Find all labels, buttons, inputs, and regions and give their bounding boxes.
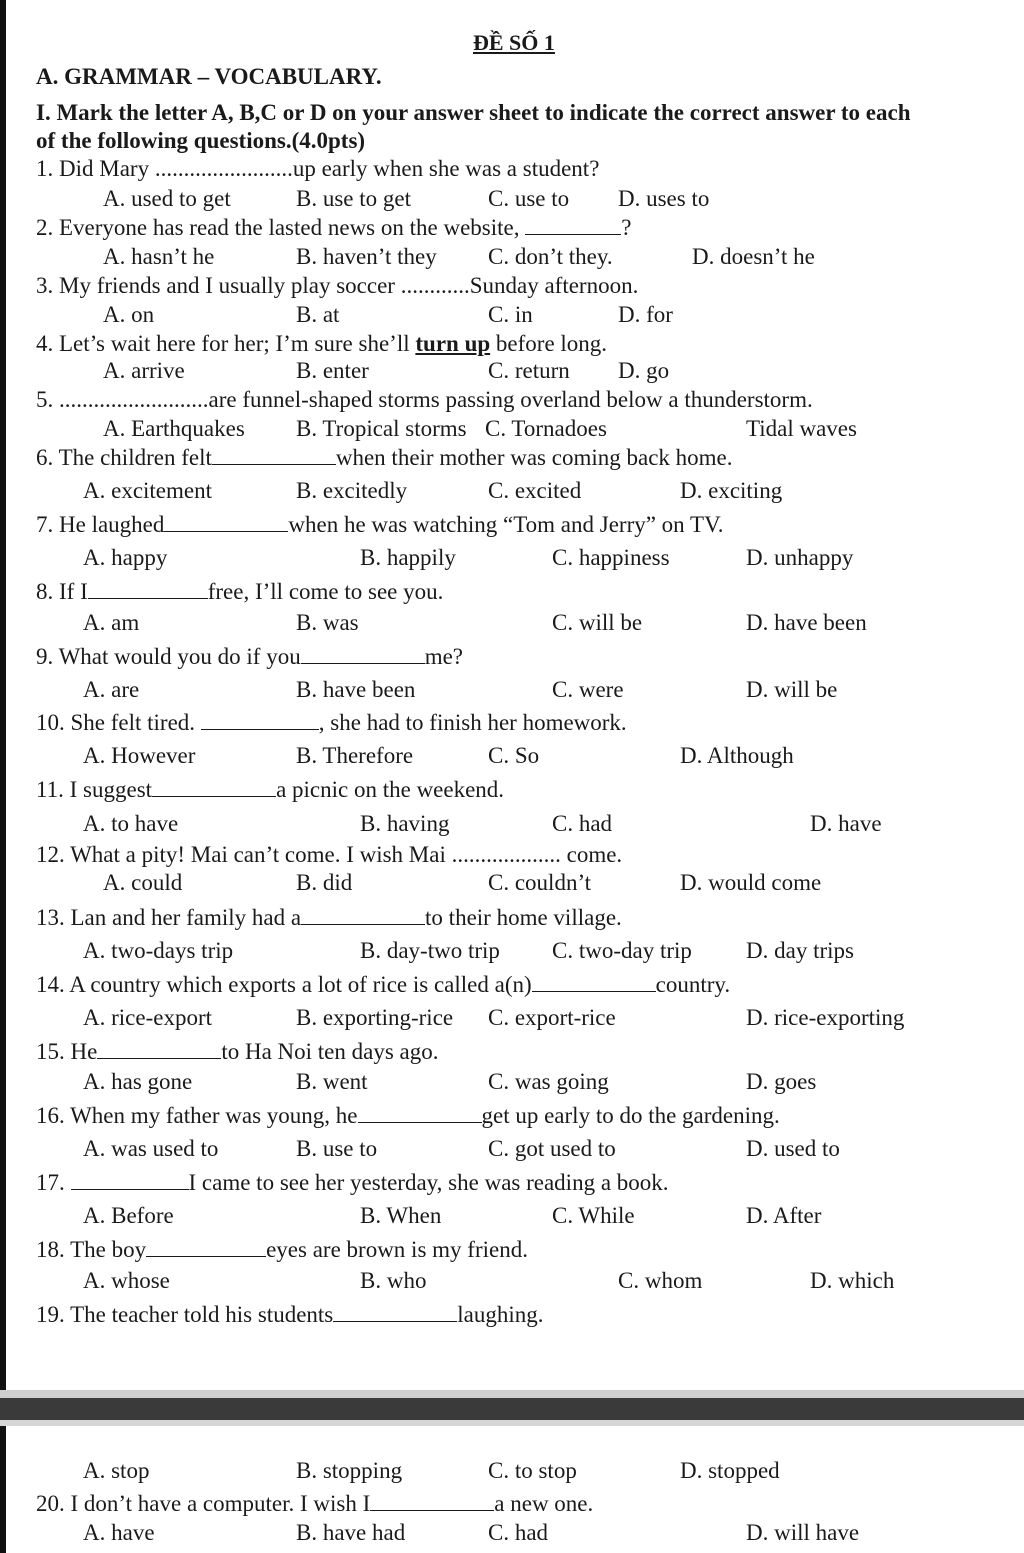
question-text: when he was watching “Tom and Jerry” on TV. xyxy=(288,512,724,537)
option-d: D. uses to xyxy=(618,186,710,211)
answer-blank[interactable] xyxy=(532,973,656,992)
option-c: C. had xyxy=(488,1520,549,1545)
option-a: A. to have xyxy=(83,811,179,836)
instruction-line-2: of the following questions.(4.0pts) xyxy=(36,128,366,153)
question-20 xyxy=(36,1491,593,1517)
page-gap-top xyxy=(0,1390,1024,1398)
left-frame-border xyxy=(0,0,6,1553)
question-text: 20. I don’t have a computer. I wish I xyxy=(36,1491,371,1516)
answer-blank[interactable] xyxy=(370,1492,494,1511)
question-text: 4. Let’s wait here for her; I’m sure she’ll xyxy=(36,331,416,356)
answer-blank[interactable] xyxy=(358,1104,482,1123)
option-a: A. two-days trip xyxy=(83,938,234,963)
question-text: 19. The teacher told his students xyxy=(36,1302,334,1327)
option-c: C. couldn’t xyxy=(488,870,592,895)
answer-blank[interactable]: .......................... xyxy=(59,387,209,412)
question-text: up early when she was a student? xyxy=(292,156,600,181)
option-d: D. would come xyxy=(680,870,822,895)
option-a: A. excitement xyxy=(83,478,213,503)
option-a: A. arrive xyxy=(103,358,185,383)
question-18 xyxy=(36,1237,528,1263)
question-text: 1. Did Mary xyxy=(36,156,155,181)
answer-blank[interactable] xyxy=(71,1171,189,1190)
option-d: D. Although xyxy=(680,743,794,768)
page-gap-bottom xyxy=(0,1420,1024,1426)
option-a: A. has gone xyxy=(83,1069,193,1094)
option-c: C. got used to xyxy=(488,1136,616,1161)
option-d: D. stopped xyxy=(680,1458,780,1483)
option-b: B. Therefore xyxy=(296,743,414,768)
question-text: 18. The boy xyxy=(36,1237,147,1262)
answer-blank[interactable] xyxy=(164,513,288,532)
option-b: B. who xyxy=(360,1268,427,1293)
question-13 xyxy=(36,905,622,931)
option-c: C. will be xyxy=(552,610,643,635)
question-text: eyes are brown is my friend. xyxy=(266,1237,528,1262)
option-c: C. So xyxy=(488,743,540,768)
question-text: I came to see her yesterday, she was reading a book. xyxy=(188,1170,669,1195)
option-a: A. Before xyxy=(83,1203,174,1228)
answer-blank[interactable] xyxy=(152,778,276,797)
question-6 xyxy=(36,445,733,471)
option-a: A. hasn’t he xyxy=(103,244,215,269)
question-text: 2. Everyone has read the lasted news on the website, xyxy=(36,215,526,240)
option-d: D. After xyxy=(746,1203,822,1228)
option-c: C. to stop xyxy=(488,1458,577,1483)
question-14 xyxy=(36,972,730,998)
question-3 xyxy=(36,273,638,299)
option-b: B. haven’t they xyxy=(296,244,437,269)
option-d: D. doesn’t he xyxy=(692,244,815,269)
option-c: C. had xyxy=(552,811,613,836)
option-c: C. Tornadoes xyxy=(485,416,607,441)
question-1 xyxy=(36,156,599,182)
option-c: C. use to xyxy=(488,186,570,211)
question-text: 17. xyxy=(36,1170,71,1195)
question-text: 14. A country which exports a lot of rice is called a(n) xyxy=(36,972,532,997)
question-text: 10. She felt tired. xyxy=(36,710,201,735)
option-d: D. used to xyxy=(746,1136,840,1161)
question-text: 15. He xyxy=(36,1039,98,1064)
option-b: B. use to xyxy=(296,1136,378,1161)
answer-blank[interactable] xyxy=(301,645,425,664)
question-text: 3. My friends and I usually play soccer xyxy=(36,273,401,298)
answer-blank[interactable] xyxy=(201,711,319,730)
option-b: B. When xyxy=(360,1203,442,1228)
option-d: D. for xyxy=(618,302,673,327)
option-b: B. stopping xyxy=(296,1458,403,1483)
option-c: C. excited xyxy=(488,478,582,503)
option-c: C. two-day trip xyxy=(552,938,692,963)
page-divider xyxy=(0,1398,1024,1420)
page-title: ĐỀ SỐ 1 xyxy=(473,30,555,55)
question-4 xyxy=(36,331,607,357)
question-text: to Ha Noi ten days ago. xyxy=(221,1039,439,1064)
option-a: A. used to get xyxy=(103,186,231,211)
question-17 xyxy=(36,1170,669,1196)
question-text: before long. xyxy=(490,331,608,356)
option-b: B. excitedly xyxy=(296,478,408,503)
question-text: 16. When my father was young, he xyxy=(36,1103,358,1128)
question-text: laughing. xyxy=(457,1302,544,1327)
question-text: get up early to do the gardening. xyxy=(481,1103,780,1128)
question-text: Sunday afternoon. xyxy=(469,273,639,298)
question-text: come. xyxy=(560,842,623,867)
question-text: are funnel-shaped storms passing overland below a thunderstorm. xyxy=(208,387,813,412)
question-15 xyxy=(36,1039,439,1065)
option-b: B. Tropical storms xyxy=(296,416,467,441)
option-a: A. are xyxy=(83,677,140,702)
question-text: 12. What a pity! Mai can’t come. I wish Mai xyxy=(36,842,452,867)
option-b: B. use to get xyxy=(296,186,411,211)
option-a: A. rice-export xyxy=(83,1005,212,1030)
question-12 xyxy=(36,842,622,868)
option-d: D. goes xyxy=(746,1069,817,1094)
question-2 xyxy=(36,215,631,241)
question-text: 6. The children felt xyxy=(36,445,212,470)
option-c: C. return xyxy=(488,358,570,383)
option-a: A. However xyxy=(83,743,196,768)
option-b: B. was xyxy=(296,610,359,635)
option-d: D. which xyxy=(810,1268,895,1293)
option-b: B. did xyxy=(296,870,353,895)
question-text: country. xyxy=(655,972,731,997)
option-b: B. have had xyxy=(296,1520,406,1545)
question-text: a picnic on the weekend. xyxy=(276,777,505,802)
question-7 xyxy=(36,512,723,538)
option-d: D. have been xyxy=(746,610,867,635)
answer-blank[interactable] xyxy=(333,1303,457,1322)
option-d: D. will have xyxy=(746,1520,860,1545)
instruction-line-1: I. Mark the letter A, B,C or D on your answer sheet to indicate the correct answer to each xyxy=(36,100,911,125)
option-a: A. whose xyxy=(83,1268,170,1293)
option-a: A. happy xyxy=(83,545,168,570)
answer-blank[interactable]: ............ xyxy=(400,273,470,298)
question-text: 5. xyxy=(36,387,59,412)
option-b: B. day-two trip xyxy=(360,938,500,963)
question-text: free, I’ll come to see you. xyxy=(207,579,444,604)
option-c: C. happiness xyxy=(552,545,670,570)
answer-blank[interactable]: ................... xyxy=(451,842,561,867)
question-11 xyxy=(36,777,504,803)
option-a: A. have xyxy=(83,1520,155,1545)
option-d: D. rice-exporting xyxy=(746,1005,905,1030)
question-10 xyxy=(36,710,627,736)
option-d: Tidal waves xyxy=(746,416,857,441)
option-b: B. exporting-rice xyxy=(296,1005,454,1030)
option-b: B. went xyxy=(296,1069,368,1094)
answer-blank[interactable] xyxy=(146,1238,266,1257)
option-d: D. have xyxy=(810,811,882,836)
answer-blank[interactable]: ........................ xyxy=(154,156,293,181)
question-8 xyxy=(36,579,443,605)
option-d: D. will be xyxy=(746,677,838,702)
question-9 xyxy=(36,644,463,670)
option-b: B. have been xyxy=(296,677,416,702)
option-c: C. While xyxy=(552,1203,635,1228)
option-d: D. unhappy xyxy=(746,545,854,570)
option-c: C. in xyxy=(488,302,533,327)
option-c: C. export-rice xyxy=(488,1005,616,1030)
option-b: B. having xyxy=(360,811,450,836)
question-text: 8. If I xyxy=(36,579,88,604)
question-5 xyxy=(36,387,813,413)
underlined-phrase: turn up xyxy=(415,331,491,356)
option-a: A. am xyxy=(83,610,140,635)
option-c: C. whom xyxy=(618,1268,703,1293)
option-a: A. could xyxy=(103,870,183,895)
option-a: A. Earthquakes xyxy=(103,416,245,441)
option-c: C. don’t they. xyxy=(488,244,613,269)
option-a: A. on xyxy=(103,302,155,327)
question-text: 9. What would you do if you xyxy=(36,644,301,669)
answer-blank[interactable] xyxy=(97,1040,221,1059)
answer-blank[interactable] xyxy=(525,216,621,235)
option-d: D. exciting xyxy=(680,478,783,503)
option-d: D. day trips xyxy=(746,938,854,963)
option-a: A. was used to xyxy=(83,1136,219,1161)
option-c: C. was going xyxy=(488,1069,609,1094)
answer-blank[interactable] xyxy=(301,906,425,925)
question-16 xyxy=(36,1103,780,1129)
question-text: when their mother was coming back home. xyxy=(335,445,733,470)
question-text: me? xyxy=(424,644,464,669)
option-b: B. at xyxy=(296,302,340,327)
option-d: D. go xyxy=(618,358,670,383)
option-b: B. happily xyxy=(360,545,456,570)
question-text: to their home village. xyxy=(425,905,622,930)
question-19 xyxy=(36,1302,544,1328)
option-c: C. were xyxy=(552,677,624,702)
question-text: a new one. xyxy=(494,1491,594,1516)
option-b: B. enter xyxy=(296,358,369,383)
answer-blank[interactable] xyxy=(88,580,208,599)
question-text: 13. Lan and her family had a xyxy=(36,905,302,930)
question-text: , she had to finish her homework. xyxy=(318,710,627,735)
answer-blank[interactable] xyxy=(212,446,336,465)
question-text: 11. I suggest xyxy=(36,777,153,802)
question-text: 7. He laughed xyxy=(36,512,165,537)
question-text: ? xyxy=(621,215,632,240)
option-a: A. stop xyxy=(83,1458,150,1483)
section-heading: A. GRAMMAR – VOCABULARY. xyxy=(36,64,382,89)
